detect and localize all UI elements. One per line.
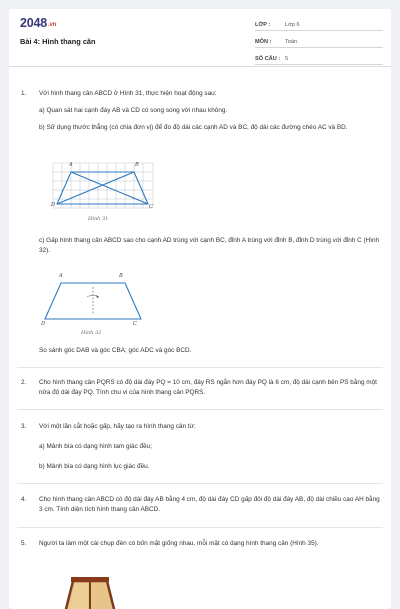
vertex-c-label: C	[149, 204, 153, 210]
site-logo[interactable]	[20, 16, 56, 30]
q1-part-c: c) Gấp hình thang cân ABCD sao cho cạnh AD trùng với cạnh BC, đỉnh A trùng với đỉnh B, đỉnh D trùng với đỉnh C (Hình 32).	[39, 237, 380, 254]
vertex-c-label: C	[133, 321, 137, 327]
figure-31-drawing	[43, 159, 163, 217]
figure-32	[39, 271, 149, 337]
lampshade-image	[55, 573, 125, 609]
logo-suffix: .vn	[48, 22, 57, 28]
vertex-b-label: B	[135, 162, 139, 168]
meta-subject-key: MÔN :	[255, 39, 272, 45]
question-text: Cho hình thang cân PQRS có độ dài đáy PQ = 10 cm, đáy RS ngắn hơn đáy PQ là 6 cm, độ dài cạnh bên PS bằng một nửa độ dài đáy PQ. Tính chu vi của hình thang cân PQRS.	[39, 379, 377, 396]
q3-part-a: a) Mảnh bìa có dạng hình tam giác đều;	[39, 443, 152, 450]
logo-text: 2048	[20, 16, 48, 30]
question-number: 5.	[21, 540, 27, 547]
question-number: 3.	[21, 423, 27, 430]
vertex-b-label: B	[119, 273, 123, 279]
question-text: Cho hình thang cân ABCD có độ dài đáy AB bằng 4 cm, độ dài đáy CD gấp đôi độ dài đáy AB, độ dài chiều cao AH bằng 3 cm. Tính diện tích hình thang cân ABCD.	[39, 496, 380, 513]
question-number: 1.	[21, 90, 27, 97]
vertex-a-label: A	[69, 162, 73, 168]
meta-grade-value: Lớp 6	[285, 22, 300, 28]
question-text: Người ta làm một cái chụp đèn có bốn mặt giống nhau, mỗi mặt có dạng hình thang cân (Hình 35).	[39, 540, 319, 547]
lampshade-drawing	[55, 573, 125, 609]
vertex-d-label: D	[51, 202, 56, 208]
meta-count-key: SỐ CÂU :	[255, 56, 281, 62]
meta-count-value: 5	[285, 56, 289, 62]
figure-31-caption: Hình 31	[88, 216, 109, 222]
figure-31	[43, 159, 163, 225]
q1-compare: So sánh góc DAB và góc CBA; góc ADC và góc BCD.	[39, 347, 192, 354]
q1-part-b: b) Sử dụng thước thẳng (có chia đơn vị) để đo độ dài các cạnh AD và BC, độ dài các đường chéo AC và BD.	[39, 124, 348, 131]
question-text: Với một lần cắt hoặc gấp, hãy tạo ra hình thang cân từ:	[39, 423, 196, 430]
divider	[17, 483, 383, 484]
figure-32-caption: Hình 32	[81, 330, 102, 336]
question-number: 2.	[21, 379, 27, 386]
question-number: 4.	[21, 496, 27, 503]
worksheet	[9, 9, 391, 609]
figure-32-drawing	[39, 271, 149, 327]
divider	[17, 367, 383, 368]
divider	[17, 527, 383, 528]
vertex-a-label: A	[59, 273, 63, 279]
q3-part-b: b) Mảnh bìa có dạng hình lục giác đều.	[39, 463, 150, 470]
lampshade-top-rim	[71, 577, 109, 582]
worksheet-header	[9, 9, 391, 67]
meta-question-count	[255, 53, 383, 65]
meta-subject	[255, 36, 383, 48]
lesson-title: Bài 4: Hình thang cân	[20, 37, 96, 46]
meta-grade	[255, 19, 383, 31]
vertex-d-label: D	[41, 321, 46, 327]
q1-part-a: a) Quan sát hai cạnh đáy AB và CD có song song với nhau không.	[39, 107, 228, 114]
meta-subject-value: Toán	[285, 39, 298, 45]
meta-grade-key: LỚP :	[255, 22, 271, 28]
question-text: Với hình thang cân ABCD ở Hình 31, thực hiện hoạt động sau:	[39, 90, 217, 97]
divider	[17, 409, 383, 410]
